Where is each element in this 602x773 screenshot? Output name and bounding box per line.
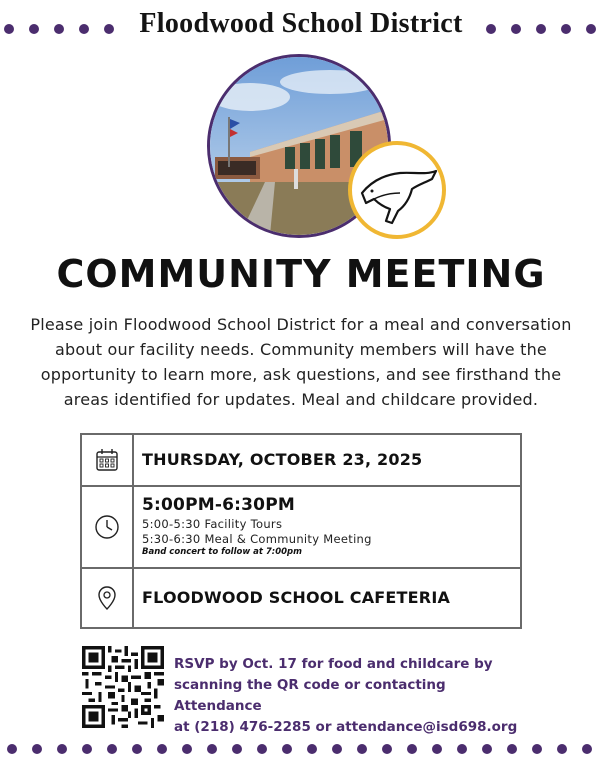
location-row <box>82 569 520 627</box>
bottom-dot-border <box>0 742 602 756</box>
time-details <box>142 495 372 557</box>
schedule-line: 5:00-5:30 Facility Tours <box>142 517 283 531</box>
time-row <box>82 487 520 569</box>
event-details-table <box>80 433 522 629</box>
rsvp-line: scanning the QR code or contacting Attendance <box>174 677 446 714</box>
band-note: Band concert to follow at 7:00pm <box>142 547 302 557</box>
polar-bear-logo <box>348 141 446 239</box>
qr-code[interactable] <box>82 646 164 728</box>
clock-icon <box>82 487 134 567</box>
rsvp-text <box>174 654 534 738</box>
time-range: 5:00PM-6:30PM <box>142 495 295 515</box>
date-row <box>82 435 520 487</box>
intro-paragraph <box>14 312 588 412</box>
schedule-line: 5:30-6:30 Meal & Community Meeting <box>142 532 372 546</box>
rsvp-line: at (218) 476-2285 or attendance@isd698.org <box>174 719 518 735</box>
intro-line: opportunity to learn more, ask questions, and see firsthand the <box>40 365 562 384</box>
event-date: THURSDAY, OCTOBER 23, 2025 <box>142 450 423 469</box>
location-pin-icon <box>82 569 134 627</box>
intro-line: areas identified for updates. Meal and childcare provided. <box>63 390 539 409</box>
intro-line: Please join Floodwood School District for a meal and conversation <box>30 315 572 334</box>
headline: COMMUNITY MEETING <box>56 252 546 296</box>
district-title: Floodwood School District <box>139 8 463 39</box>
intro-line: about our facility needs. Community members will have the <box>55 340 547 359</box>
event-location: FLOODWOOD SCHOOL CAFETERIA <box>142 588 451 607</box>
rsvp-line: RSVP by Oct. 17 for food and childcare by <box>174 656 493 672</box>
calendar-icon <box>82 435 134 485</box>
